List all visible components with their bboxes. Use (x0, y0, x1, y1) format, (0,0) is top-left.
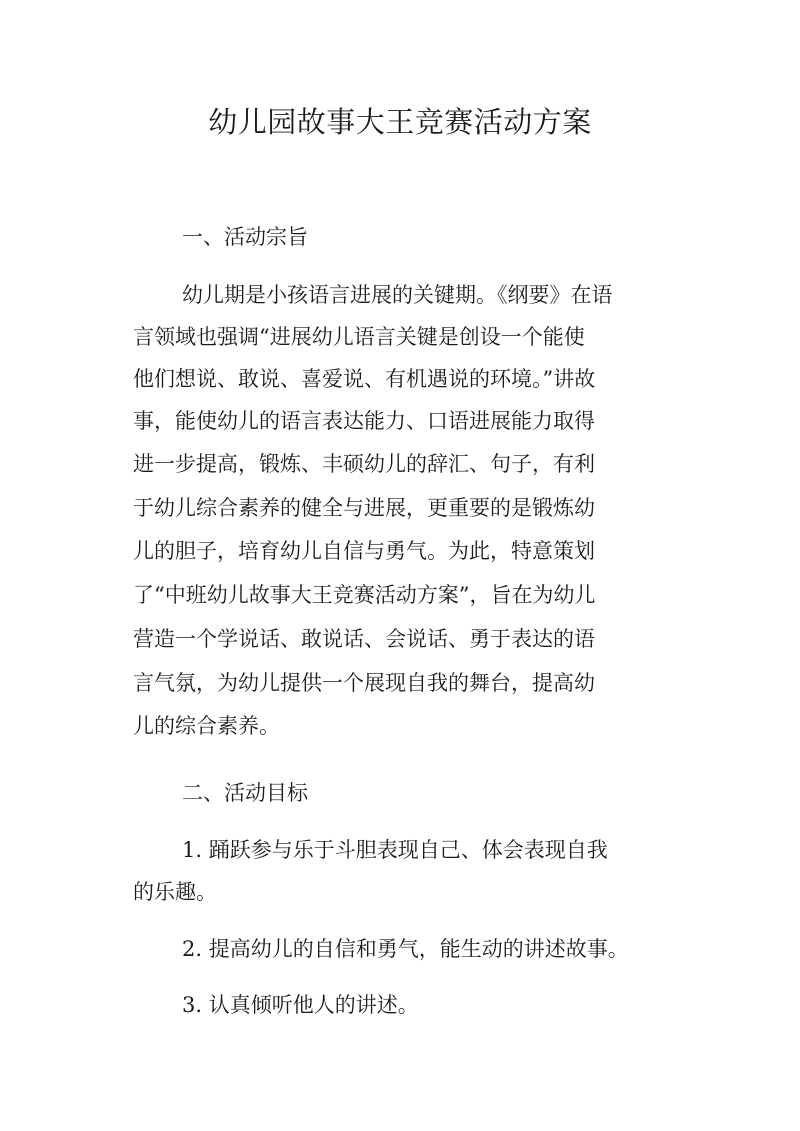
paragraph-line: 了“中班幼儿故事大王竞赛活动方案”，旨在为幼儿 (133, 583, 596, 607)
section-heading-goals: 二、活动目标 (182, 781, 308, 805)
paragraph-line: 他们想说、敢说、喜爱说、有机遇说的环境。”讲故 (133, 367, 596, 391)
goal-line: 2. 提高幼儿的自信和勇气，能生动的讲述故事。 (182, 937, 629, 961)
paragraph-line: 言领域也强调“进展幼儿语言关键是创设一个能使 (133, 325, 585, 349)
goal-line: 的乐趣。 (133, 880, 217, 904)
document-title: 幼儿园故事大王竞赛活动方案 (208, 105, 592, 139)
paragraph-line: 幼儿期是小孩语言进展的关键期。《纲要》在语 (182, 283, 613, 307)
paragraph-line: 进一步提高，锻炼、丰硕幼儿的辞汇、句子，有利 (133, 452, 595, 476)
paragraph-line: 言气氛，为幼儿提供一个展现自我的舞台，提高幼 (133, 671, 595, 695)
paragraph-line: 儿的综合素养。 (133, 714, 280, 738)
paragraph-line: 事，能使幼儿的语言表达能力、口语进展能力取得 (133, 409, 595, 433)
paragraph-line: 儿的胆子，培育幼儿自信与勇气。为此，特意策划 (133, 539, 595, 563)
paragraph-line: 于幼儿综合素养的健全与进展，更重要的是锻炼幼 (133, 496, 595, 520)
paragraph-line: 营造一个学说话、敢说话、会说话、勇于表达的语 (133, 627, 595, 651)
goal-line: 3. 认真倾听他人的讲述。 (182, 993, 419, 1017)
goal-line: 1. 踊跃参与乐于斗胆表现自己、体会表现自我 (182, 838, 608, 862)
section-heading-purpose: 一、活动宗旨 (182, 225, 308, 249)
